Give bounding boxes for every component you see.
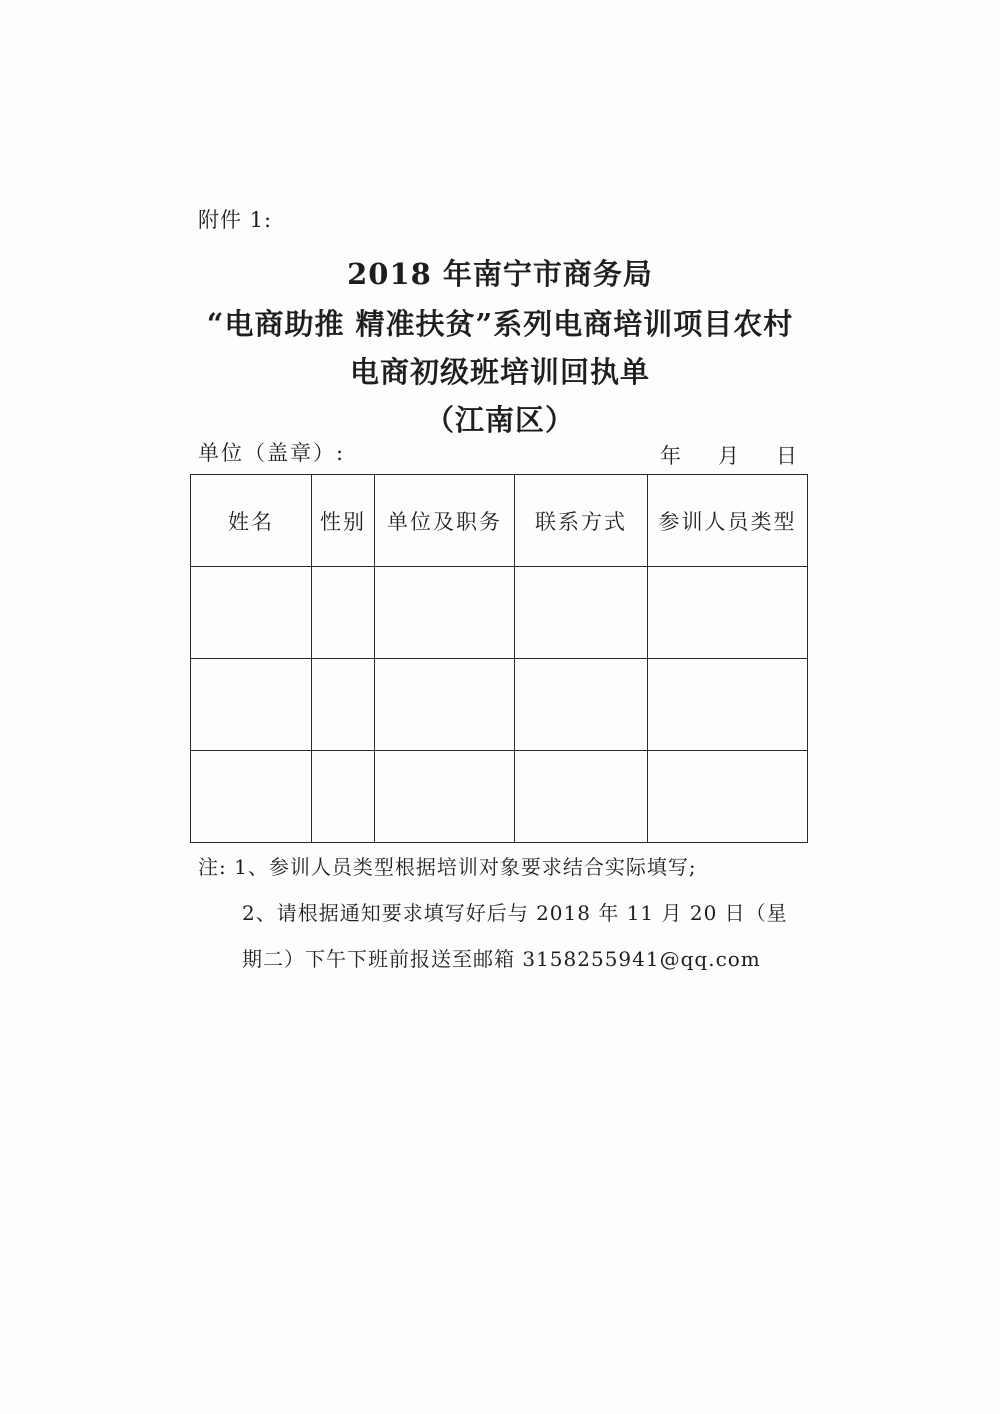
note-line-1: 注: 1、参训人员类型根据培训对象要求结合实际填写; (198, 855, 697, 879)
date-year-label: 年 (660, 444, 681, 468)
table-cell-unit-position[interactable] (375, 567, 515, 659)
title-line-2: “电商助推 精准扶贫”系列电商培训项目农村 (206, 307, 794, 341)
table-cell-gender[interactable] (312, 659, 375, 751)
title-line-4: （江南区） (424, 403, 575, 437)
table-cell-contact[interactable] (515, 659, 648, 751)
registration-table (190, 474, 808, 843)
table-cell-trainee-type[interactable] (648, 567, 808, 659)
table-cell-gender[interactable] (312, 567, 375, 659)
table-row (191, 567, 808, 659)
note-line-3: 期二）下午下班前报送至邮箱 3158255941@qq.com (242, 947, 761, 971)
table-cell-unit-position[interactable] (375, 659, 515, 751)
date-day-label: 日 (776, 444, 797, 468)
notes-section (198, 844, 798, 982)
table-cell-name[interactable] (191, 659, 312, 751)
date-month-label: 月 (718, 444, 739, 468)
table-cell-contact[interactable] (515, 567, 648, 659)
title-line-1: 2018 年南宁市商务局 (347, 257, 653, 291)
table-row (191, 751, 808, 843)
table-cell-name[interactable] (191, 751, 312, 843)
title-line-3: 电商初级班培训回执单 (349, 355, 650, 389)
attachment-label: 附件 1: (198, 208, 273, 232)
table-header-row (191, 475, 808, 567)
unit-stamp-label: 单位（盖章）: (198, 441, 346, 465)
column-header-name: 姓名 (191, 475, 312, 567)
table-cell-gender[interactable] (312, 751, 375, 843)
column-header-contact: 联系方式 (515, 475, 648, 567)
column-header-trainee-type: 参训人员类型 (648, 475, 808, 567)
table-row (191, 659, 808, 751)
table-cell-name[interactable] (191, 567, 312, 659)
table-cell-trainee-type[interactable] (648, 659, 808, 751)
column-header-gender: 性别 (312, 475, 375, 567)
note-line-2: 2、请根据通知要求填写好后与 2018 年 11 月 20 日（星 (242, 901, 788, 925)
table-cell-trainee-type[interactable] (648, 751, 808, 843)
table-cell-unit-position[interactable] (375, 751, 515, 843)
date-line (660, 440, 797, 470)
column-header-unit-position: 单位及职务 (375, 475, 515, 567)
table-cell-contact[interactable] (515, 751, 648, 843)
